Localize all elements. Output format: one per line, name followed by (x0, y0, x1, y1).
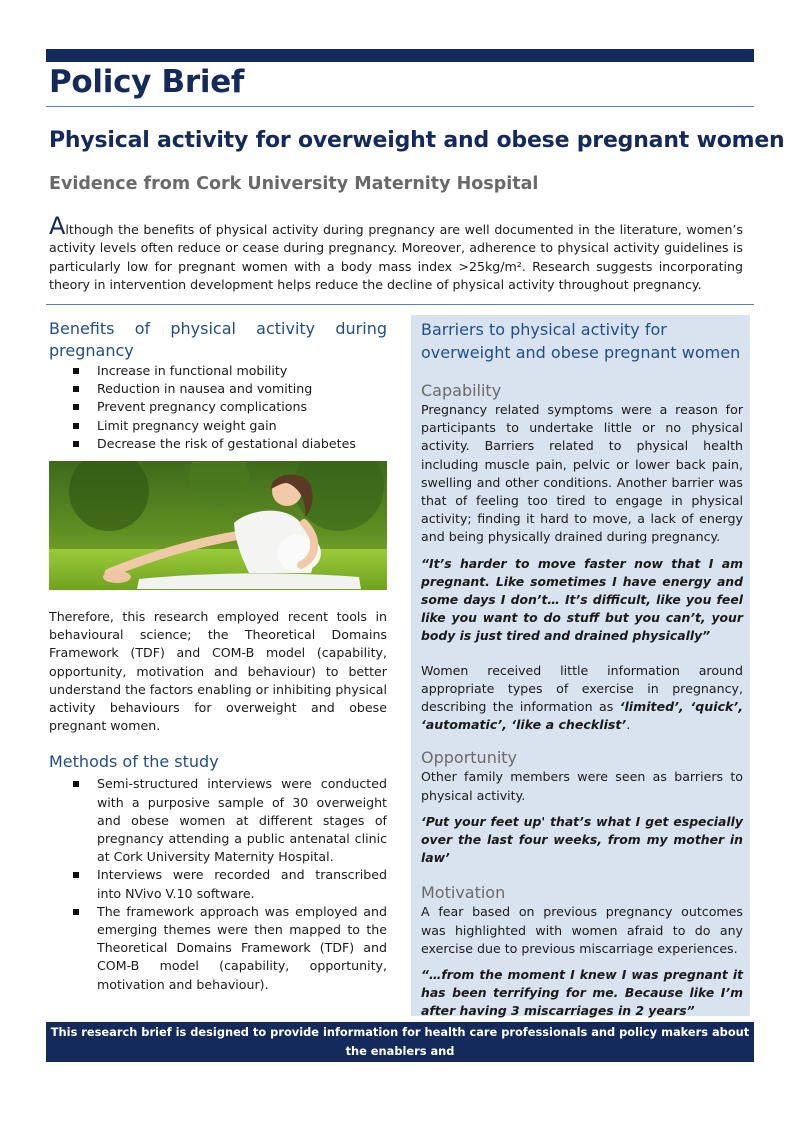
benefits-list (49, 362, 387, 453)
intro-divider (46, 304, 754, 305)
left-lower-column (49, 608, 387, 994)
list-item (73, 903, 387, 994)
bullet-square-icon (73, 386, 79, 392)
list-item (73, 380, 387, 398)
intro-paragraph (49, 212, 743, 294)
intro-text: lthough the benefits of physical activity during pregnancy are well documented in the literature, women’s activity levels often reduce or cease during pregnancy. Moreover, adherence to physical activity guidelines is particularly low for pregnant women with a body mass index >25kg/m². Research suggests incorporating theory in intervention development helps reduce the decline of physical activity throughout pregnancy. (49, 222, 743, 292)
barriers-panel (411, 315, 750, 1019)
list-item-text: Semi-structured interviews were conducted with a purposive sample of 30 overweight and obese women at different stages of pregnancy attending a public antenatal clinic at Cork University Maternity Hospital. (97, 776, 387, 865)
bullet-square-icon (73, 368, 79, 374)
evidence-source: Evidence from Cork University Maternity Hospital (49, 174, 539, 194)
drop-cap: A (49, 212, 66, 240)
capability-text-2 (421, 662, 743, 735)
footer-line-1: This research brief is designed to provide information for health care professionals and policy makers about the enablers and (50, 1025, 750, 1058)
page-title: Policy Brief (49, 64, 245, 100)
barriers-heading: Barriers to physical activity for overweight and obese pregnant women (421, 320, 741, 362)
capability-text: Pregnancy related symptoms were a reason for participants to undertake little or no physical activity. Barriers related to physical health including muscle pain, pelvic or lower back pain, swelling and other conditions. Another barrier was that of feeling too tired to engage in physical activity; finding it hard to move, a lack of energy and being physically drained during pregnancy. (421, 402, 743, 545)
capability-terms: ‘limited’, ‘quick’, ‘automatic’, ‘like a checklist’ (421, 699, 743, 733)
bullet-square-icon (73, 781, 79, 787)
title-divider (46, 106, 754, 107)
footer-line-2: barriers to physical activity for overweight and obese pregnant women. (168, 1063, 632, 1077)
list-item (73, 417, 387, 435)
barriers-content (421, 318, 743, 1021)
opportunity-quote: ‘Put your feet up' that’s what I get especially over the last four weeks, from my mother in law’ (421, 813, 743, 866)
capability-text-2-end: . (626, 717, 631, 733)
list-item (73, 775, 387, 866)
list-item-text: Increase in functional mobility (97, 363, 288, 378)
motivation-heading: Motivation (421, 883, 506, 903)
list-item-text: Reduction in nausea and vomiting (97, 381, 313, 397)
list-item-text: The framework approach was employed and emerging themes were then mapped to the Theoretical Domains Framework (TDF) and COM-B model (capability, opportunity, motivation and behaviour). (97, 903, 387, 992)
opportunity-heading: Opportunity (421, 748, 518, 768)
list-item (73, 435, 387, 453)
list-item (73, 398, 387, 416)
methods-heading: Methods of the study (49, 752, 219, 772)
bullet-square-icon (73, 441, 79, 447)
brief-subtitle: Physical activity for overweight and obese pregnant women (49, 128, 785, 153)
footer-banner (46, 1022, 754, 1077)
list-item (73, 866, 387, 902)
top-bar (46, 49, 754, 62)
list-item (73, 362, 387, 380)
bullet-square-icon (73, 404, 79, 410)
capability-heading: Capability (421, 381, 502, 400)
list-item-text: Limit pregnancy weight gain (97, 417, 277, 433)
benefits-heading-cont: pregnancy (49, 341, 134, 360)
capability-quote: “It’s harder to move faster now that I am pregnant. Like sometimes I have energy and some days I don’t… It’s difficult, like you feel like you want to do stuff but you can’t, your body is just tired and drained physically” (421, 555, 743, 644)
list-item-text: Interviews were recorded and transcribed into NVivo V.10 software. (97, 867, 387, 901)
list-item-text: Decrease the risk of gestational diabetes (97, 435, 356, 451)
left-column (49, 318, 387, 453)
methods-list (49, 775, 387, 993)
pregnant-woman-stretching-photo (49, 461, 387, 590)
motivation-text: A fear based on previous pregnancy outcomes was highlighted with women afraid to do any exercise due to previous miscarriage experiences. (421, 904, 743, 956)
benefits-heading: Benefits of physical activity during (49, 319, 387, 338)
capability-text-2-start: Women received little information around appropriate types of exercise in pregnancy, describing the information as (421, 662, 743, 715)
bullet-square-icon (73, 423, 79, 429)
list-item-text: Prevent pregnancy complications (97, 399, 308, 415)
motivation-quote: “…from the moment I knew I was pregnant it has been terrifying for me. Because like I’m after having 3 miscarriages in 2 years” (421, 967, 743, 1019)
bullet-square-icon (73, 909, 79, 915)
bullet-square-icon (73, 872, 79, 878)
therefore-paragraph: Therefore, this research employed recent tools in behavioural science; the Theoretical Domains Framework (TDF) and COM-B model (capability, opportunity, motivation and behaviour) to better understand the factors enabling or inhibiting physical activity behaviours for overweight and obese pregnant women. (49, 609, 388, 734)
opportunity-text: Other family members were seen as barriers to physical activity. (421, 769, 743, 803)
